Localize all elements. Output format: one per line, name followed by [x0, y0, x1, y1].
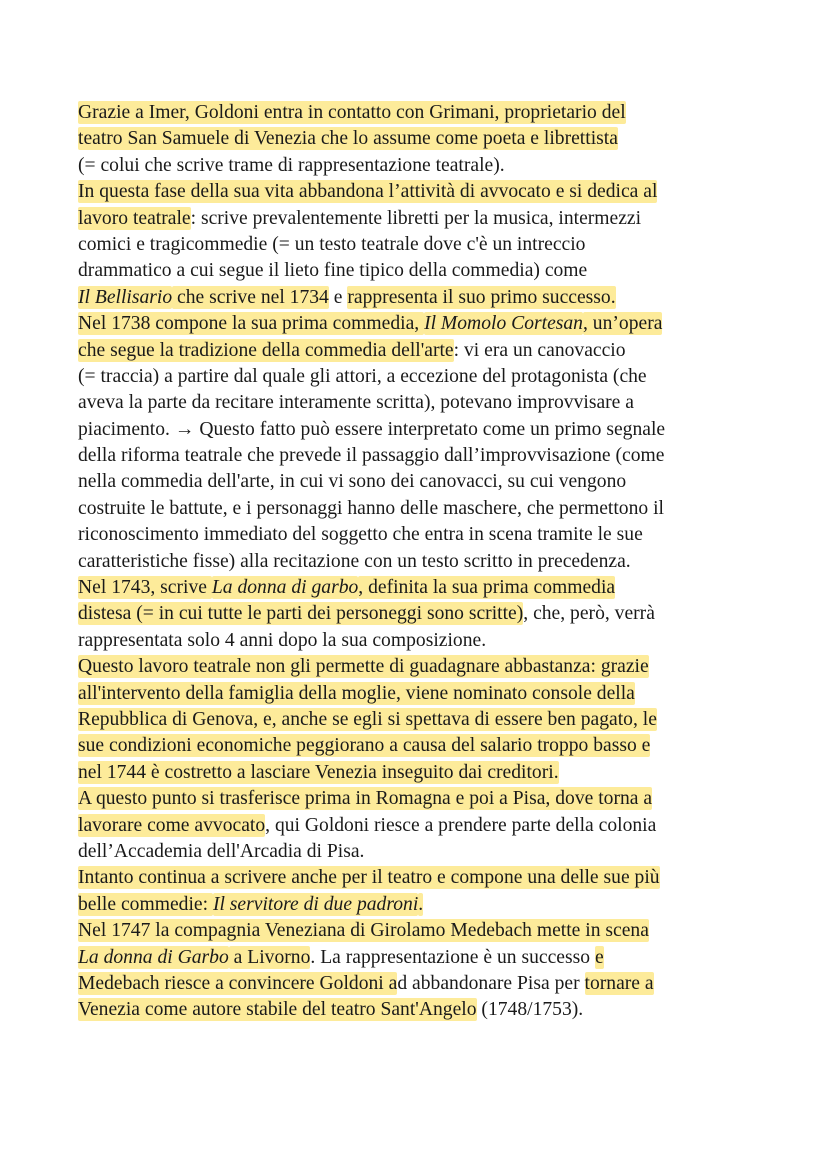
text-line	[78, 153, 768, 179]
highlighted-text: che segue la tradizione della commedia dell'arte	[78, 339, 454, 361]
text-line	[78, 364, 768, 390]
text-line	[78, 971, 768, 997]
highlighted-text: Repubblica di Genova, e, anche se egli si spettava di essere ben pagato, le	[78, 708, 657, 730]
text-segment: , che, però, verrà	[523, 603, 655, 625]
text-line	[78, 549, 768, 575]
text-line	[78, 206, 768, 232]
text-segment: . La rappresentazione è un successo	[310, 946, 595, 968]
highlighted-text: tornare a	[584, 972, 654, 994]
text-line	[78, 575, 768, 601]
text-line	[78, 813, 768, 839]
text-segment: : scrive prevalentemente libretti per la musica, intermezzi	[190, 207, 642, 229]
highlighted-text: rappresenta il suo primo successo.	[347, 286, 616, 308]
text-line	[78, 786, 768, 812]
text-line	[78, 628, 768, 654]
text-segment: piacimento. → Questo fatto può essere interpretato come un primo segnale	[78, 418, 666, 440]
highlighted-text: Nel 1738 compone la sua prima commedia,	[78, 313, 425, 335]
highlighted-text: Il servitore di due padroni	[212, 893, 419, 915]
text-line	[78, 443, 768, 469]
text-segment: riconoscimento immediato del soggetto che entra in scena tramite le sue	[78, 524, 643, 546]
text-line	[78, 865, 768, 891]
text-segment: (= traccia) a partire dal quale gli attori, a eccezione del protagonista (che	[78, 365, 647, 387]
highlighted-text: La donna di garbo	[211, 577, 359, 599]
highlighted-text: all'intervento della famiglia della moglie, viene nominato console della	[78, 682, 635, 704]
text-segment: costruite le battute, e i personaggi hanno delle maschere, che permettono il	[78, 497, 664, 519]
text-segment: caratteristiche fisse) alla recitazione con un testo scritto in precedenza.	[78, 550, 631, 572]
text-line	[78, 417, 768, 443]
text-segment: , qui Goldoni riesce a prendere parte della colonia	[265, 814, 657, 836]
text-line	[78, 338, 768, 364]
text-line	[78, 997, 768, 1023]
text-segment: drammatico a cui segue il lieto fine tipico della commedia) come	[78, 260, 588, 282]
highlighted-text: In questa fase della sua vita abbandona l’attività di avvocato e si dedica al	[78, 181, 658, 203]
text-line	[78, 707, 768, 733]
text-line	[78, 179, 768, 205]
highlighted-text: sue condizioni economiche peggiorano a causa del salario troppo basso e	[78, 735, 651, 757]
highlighted-text: distesa (= in cui tutte le parti dei personeggi sono scritte)	[78, 603, 524, 625]
text-line	[78, 522, 768, 548]
highlighted-text: A questo punto si trasferisce prima in Romagna e poi a Pisa, dove torna a	[78, 788, 653, 810]
text-line	[78, 496, 768, 522]
text-body	[78, 100, 768, 1024]
highlighted-text: teatro San Samuele di Venezia che lo assume come poeta e librettista	[78, 128, 618, 150]
text-segment: e	[328, 286, 348, 308]
text-segment: della riforma teatrale che prevede il passaggio dall’improvvisazione (come	[78, 445, 665, 467]
highlighted-text: , un’opera	[582, 313, 663, 335]
text-line	[78, 258, 768, 284]
highlighted-text: Nel 1747 la compagnia Veneziana di Girolamo Medebach mette in scena	[78, 920, 649, 942]
highlighted-text: a Livorno	[228, 946, 311, 968]
highlighted-text: Il Momolo Cortesan	[424, 313, 583, 335]
highlighted-text: lavoro teatrale	[78, 207, 191, 229]
text-line	[78, 839, 768, 865]
text-line	[78, 469, 768, 495]
text-segment: (= colui che scrive trame di rappresentazione teatrale).	[78, 154, 505, 176]
text-line	[78, 733, 768, 759]
highlighted-text: Grazie a Imer, Goldoni entra in contatto con Grimani, proprietario del	[78, 102, 626, 123]
text-segment: : vi era un canovaccio	[453, 339, 626, 361]
highlighted-text: lavorare come avvocato	[78, 814, 266, 836]
highlighted-text: Medebach riesce a convincere Goldoni a	[78, 972, 398, 994]
highlighted-text: Venezia come autore stabile del teatro Sant'Angelo	[78, 999, 477, 1021]
text-segment: rappresentata solo 4 anni dopo la sua composizione.	[78, 629, 487, 651]
text-line	[78, 311, 768, 337]
text-segment: dell’Accademia dell'Arcadia di Pisa.	[78, 840, 365, 862]
highlighted-text: nel 1744 è costretto a lasciare Venezia inseguito dai creditori.	[78, 761, 559, 783]
text-line	[78, 945, 768, 971]
highlighted-text: .	[418, 893, 424, 915]
highlighted-text: che scrive nel 1734	[172, 286, 329, 308]
text-segment: comici e tragicommedie (= un testo teatrale dove c'è un intreccio	[78, 233, 586, 255]
text-segment: nella commedia dell'arte, in cui vi sono dei canovacci, su cui vengono	[78, 471, 627, 493]
text-line	[78, 654, 768, 680]
text-line	[78, 285, 768, 311]
text-line	[78, 892, 768, 918]
highlighted-text: La donna di Garbo	[78, 946, 229, 968]
text-line	[78, 126, 768, 152]
highlighted-text: e	[594, 946, 604, 968]
highlighted-text: belle commedie:	[78, 893, 213, 915]
text-line	[78, 681, 768, 707]
highlighted-text: Intanto continua a scrivere anche per il teatro e compone una delle sue più	[78, 867, 660, 889]
text-line	[78, 760, 768, 786]
text-line	[78, 918, 768, 944]
text-line	[78, 100, 768, 126]
highlighted-text: Il Bellisario	[78, 286, 173, 308]
highlighted-text: Nel 1743, scrive	[78, 577, 212, 599]
highlighted-text: Questo lavoro teatrale non gli permette di guadagnare abbastanza: grazie	[78, 656, 649, 678]
text-line	[78, 601, 768, 627]
text-line	[78, 232, 768, 258]
text-segment: (1748/1753).	[476, 999, 584, 1021]
highlighted-text: , definita la sua prima commedia	[358, 577, 616, 599]
text-segment: d abbandonare Pisa per	[397, 972, 585, 994]
text-segment: aveva la parte da recitare interamente scritta), potevano improvvisare a	[78, 392, 634, 414]
text-line	[78, 390, 768, 416]
